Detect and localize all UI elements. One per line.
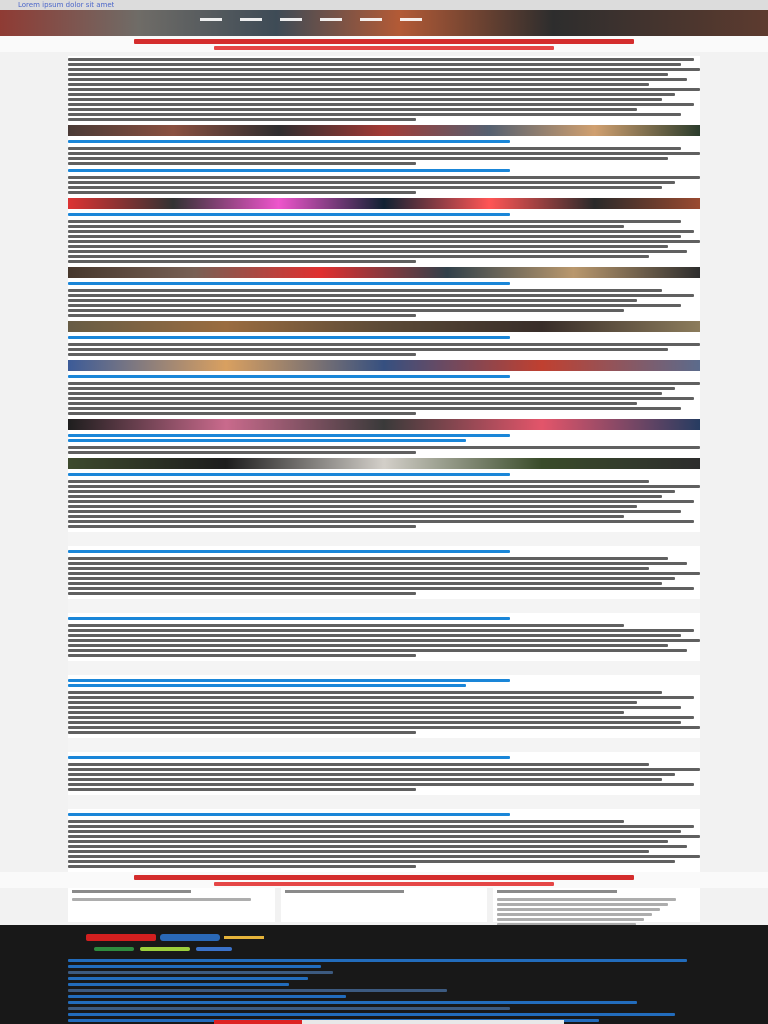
footer-widget	[281, 888, 488, 922]
article-link[interactable]	[68, 213, 510, 216]
text-line	[68, 289, 662, 292]
text-line	[68, 577, 675, 580]
text-line	[68, 820, 624, 823]
bottom-strip-segment	[389, 1020, 477, 1024]
bottom-strip-segment	[477, 1020, 565, 1024]
text-line	[68, 855, 700, 858]
article-link[interactable]	[68, 140, 510, 143]
text-line	[68, 567, 649, 570]
text-line	[68, 557, 668, 560]
link-group	[68, 615, 700, 622]
bottom-strip-segment	[214, 1020, 302, 1024]
text-line	[68, 850, 649, 853]
text-line	[72, 898, 251, 901]
link-group	[68, 167, 700, 174]
paragraph	[68, 174, 700, 196]
text-line	[497, 918, 644, 921]
article-link[interactable]	[68, 375, 510, 378]
footer-link[interactable]	[68, 971, 333, 974]
article-link[interactable]	[68, 756, 510, 759]
paragraph	[68, 145, 700, 167]
text-line	[68, 382, 700, 385]
partner-logo[interactable]	[94, 947, 134, 951]
paragraph	[68, 341, 700, 358]
text-line	[68, 191, 416, 194]
text-line	[68, 505, 637, 508]
text-line	[68, 304, 681, 307]
article-link[interactable]	[68, 282, 510, 285]
paragraph	[68, 478, 700, 530]
text-line	[497, 903, 668, 906]
text-line	[68, 860, 675, 863]
text-line	[68, 446, 700, 449]
text-line	[68, 830, 681, 833]
text-line	[68, 451, 416, 454]
text-line	[68, 397, 694, 400]
text-line	[68, 525, 416, 528]
text-line	[68, 624, 624, 627]
link-group	[68, 811, 700, 818]
site-logo[interactable]	[86, 929, 700, 945]
footer-widget	[493, 888, 700, 922]
nav-item[interactable]	[320, 18, 342, 21]
text-line	[68, 245, 668, 248]
text-line	[68, 407, 681, 410]
text-line	[68, 181, 675, 184]
footer-link[interactable]	[68, 983, 289, 986]
text-line	[68, 592, 416, 595]
text-line	[68, 343, 700, 346]
footer-link[interactable]	[68, 1001, 637, 1004]
article-link[interactable]	[68, 813, 510, 816]
nav-item[interactable]	[280, 18, 302, 21]
text-line	[68, 701, 637, 704]
footer-link[interactable]	[68, 989, 447, 992]
text-line	[68, 348, 668, 351]
widget-title	[497, 890, 616, 893]
text-line	[68, 649, 687, 652]
link-group	[68, 471, 700, 478]
text-line	[68, 696, 694, 699]
text-line	[68, 500, 694, 503]
article-link[interactable]	[68, 473, 510, 476]
paragraph	[68, 218, 700, 265]
text-line	[68, 230, 694, 233]
article-link[interactable]	[68, 617, 510, 620]
text-line	[68, 726, 700, 729]
section-divider	[68, 738, 700, 752]
paragraph	[68, 56, 700, 123]
text-line	[68, 108, 637, 111]
section-subtitle	[214, 46, 554, 50]
text-line	[68, 582, 662, 585]
text-line	[68, 220, 681, 223]
article-link[interactable]	[68, 684, 466, 687]
footer-links	[68, 959, 700, 1024]
link-group	[68, 334, 700, 341]
article-photo[interactable]	[68, 125, 700, 136]
text-line	[68, 113, 681, 116]
paragraph	[68, 761, 700, 793]
text-line	[68, 629, 694, 632]
paragraph	[68, 818, 700, 870]
footer-link[interactable]	[68, 1013, 675, 1016]
paragraph	[68, 444, 700, 456]
text-line	[68, 510, 681, 513]
text-line	[68, 93, 675, 96]
text-line	[68, 768, 700, 771]
text-line	[68, 299, 637, 302]
paragraph	[68, 622, 700, 659]
link-group	[68, 138, 700, 145]
text-line	[68, 250, 687, 253]
bottom-strip-segment	[302, 1020, 390, 1024]
text-line	[68, 639, 700, 642]
section-divider	[68, 599, 700, 613]
text-line	[68, 520, 694, 523]
paragraph	[68, 555, 700, 597]
footer-link[interactable]	[68, 995, 346, 998]
text-line	[68, 572, 700, 575]
logo-mark-gold	[224, 936, 264, 939]
partner-logo[interactable]	[196, 947, 232, 951]
nav-item[interactable]	[200, 18, 222, 21]
text-line	[68, 778, 662, 781]
link-group	[68, 677, 700, 689]
section-title-band	[0, 36, 768, 52]
text-line	[497, 898, 676, 901]
text-line	[68, 387, 675, 390]
text-line	[68, 157, 668, 160]
footer-widget	[68, 888, 275, 922]
link-group	[68, 432, 700, 444]
main-nav	[200, 18, 422, 21]
text-line	[68, 353, 416, 356]
paragraph	[68, 380, 700, 417]
text-line	[68, 402, 637, 405]
footer-link[interactable]	[68, 977, 308, 980]
article-body	[68, 56, 700, 872]
text-line	[68, 691, 662, 694]
text-line	[68, 255, 649, 258]
partner-logos	[94, 947, 700, 951]
link-group	[68, 373, 700, 380]
article-link[interactable]	[68, 550, 510, 553]
article-photo[interactable]	[68, 360, 700, 371]
text-line	[68, 644, 668, 647]
footer-title	[134, 875, 634, 880]
text-line	[68, 731, 416, 734]
link-group	[68, 754, 700, 761]
text-line	[68, 98, 662, 101]
text-line	[68, 773, 675, 776]
text-line	[497, 908, 660, 911]
text-line	[68, 309, 624, 312]
paragraph	[68, 689, 700, 736]
text-line	[68, 58, 694, 61]
nav-item[interactable]	[240, 18, 262, 21]
nav-item[interactable]	[400, 18, 422, 21]
text-line	[68, 63, 681, 66]
text-line	[68, 711, 624, 714]
text-line	[68, 152, 700, 155]
section-title	[134, 39, 634, 44]
text-line	[68, 73, 668, 76]
article-link[interactable]	[68, 439, 466, 442]
text-line	[68, 634, 681, 637]
text-line	[68, 68, 700, 71]
article-photo[interactable]	[68, 198, 700, 209]
breadcrumb[interactable]: Lorem ipsum dolor sit amet	[18, 1, 115, 9]
logo-mark-blue	[160, 934, 220, 941]
footer-link[interactable]	[68, 1007, 510, 1010]
partner-logo[interactable]	[140, 947, 190, 951]
link-group	[68, 211, 700, 218]
article-link[interactable]	[68, 169, 510, 172]
top-bar	[0, 0, 768, 10]
text-line	[68, 783, 694, 786]
text-line	[68, 186, 662, 189]
section-divider	[68, 795, 700, 809]
text-line	[68, 294, 694, 297]
text-line	[68, 225, 624, 228]
text-line	[68, 587, 694, 590]
article-link[interactable]	[68, 336, 510, 339]
text-line	[68, 240, 700, 243]
text-line	[497, 913, 652, 916]
text-line	[68, 495, 662, 498]
footer-subtitle	[214, 882, 554, 886]
header-banner	[0, 10, 768, 36]
site-footer	[0, 925, 768, 1024]
widget-row	[68, 888, 700, 922]
bottom-strip	[214, 1020, 564, 1024]
text-line	[68, 88, 700, 91]
text-line	[68, 788, 416, 791]
text-line	[68, 235, 681, 238]
text-line	[68, 412, 416, 415]
logo-mark-red	[86, 934, 156, 941]
footer-link[interactable]	[68, 965, 321, 968]
text-line	[68, 721, 681, 724]
footer-link[interactable]	[68, 959, 687, 962]
text-line	[68, 706, 681, 709]
widget-title	[72, 890, 191, 893]
section-divider	[68, 661, 700, 675]
text-line	[68, 845, 687, 848]
article-photo[interactable]	[68, 419, 700, 430]
text-line	[68, 515, 624, 518]
text-line	[68, 176, 700, 179]
article-photo[interactable]	[68, 458, 700, 469]
text-line	[68, 103, 694, 106]
link-group	[68, 280, 700, 287]
text-line	[68, 825, 694, 828]
text-line	[68, 83, 649, 86]
text-line	[68, 392, 662, 395]
text-line	[68, 562, 687, 565]
text-line	[68, 490, 675, 493]
text-line	[68, 260, 416, 263]
paragraph	[68, 287, 700, 319]
link-group	[68, 548, 700, 555]
text-line	[68, 835, 700, 838]
widget-title	[285, 890, 404, 893]
text-line	[68, 840, 668, 843]
article-photo[interactable]	[68, 267, 700, 278]
text-line	[68, 78, 687, 81]
section-divider	[68, 532, 700, 546]
text-line	[68, 480, 649, 483]
article-link[interactable]	[68, 679, 510, 682]
text-line	[68, 314, 416, 317]
text-line	[68, 485, 700, 488]
footer-title-band	[0, 872, 768, 888]
text-line	[68, 162, 416, 165]
text-line	[68, 147, 681, 150]
text-line	[68, 118, 416, 121]
text-line	[68, 763, 649, 766]
article-link[interactable]	[68, 434, 510, 437]
nav-item[interactable]	[360, 18, 382, 21]
text-line	[68, 865, 416, 868]
text-line	[68, 716, 694, 719]
text-line	[68, 654, 416, 657]
article-photo[interactable]	[68, 321, 700, 332]
